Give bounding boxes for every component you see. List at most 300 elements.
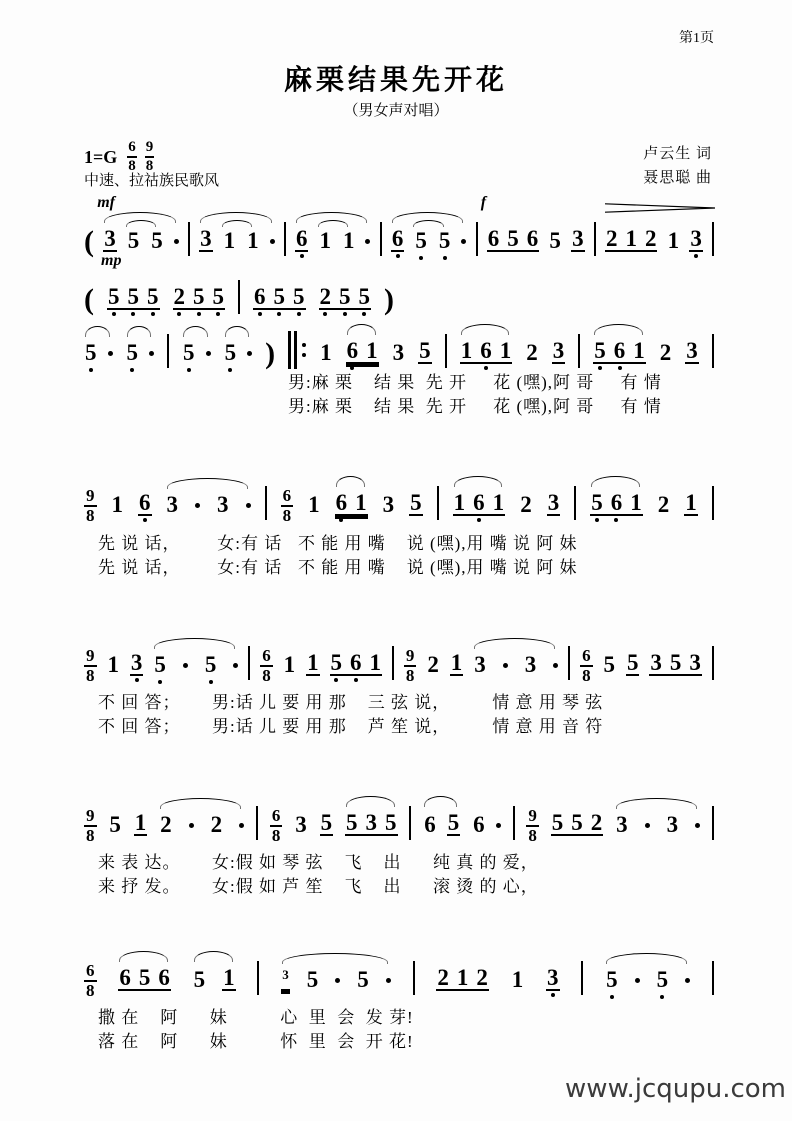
note: 2 (520, 492, 532, 517)
note-group (111, 493, 125, 516)
slur (167, 478, 248, 489)
octave-dot-low (323, 312, 327, 316)
note: 3 (666, 812, 679, 837)
lyricist-credit: 卢云生 词 (643, 146, 712, 162)
note-group (182, 341, 211, 364)
note: 5 (204, 653, 218, 676)
augmentation-dot (645, 823, 650, 828)
note: 6 (119, 965, 131, 990)
decrescendo-hairpin-icon (605, 194, 715, 217)
note-group (685, 339, 699, 364)
barline (568, 646, 570, 680)
beam-group (487, 227, 540, 252)
slur (594, 324, 643, 335)
augmentation-dot (206, 351, 211, 356)
note-group (453, 491, 506, 516)
note: 3 (104, 226, 116, 251)
note-group (657, 493, 671, 516)
note: 3 (200, 226, 212, 251)
note-group (659, 341, 673, 364)
slur-inner (413, 220, 443, 227)
slur (183, 326, 208, 337)
meter-denominator: 8 (145, 158, 154, 175)
augmentation-dot (270, 239, 275, 244)
note-group (319, 341, 333, 364)
slur (474, 638, 555, 649)
note-group (295, 227, 371, 252)
note: 3 (546, 966, 560, 991)
octave-dot-low (334, 678, 338, 682)
barline (188, 222, 190, 256)
parenthesis: ) (265, 337, 276, 370)
note-group (423, 811, 460, 836)
note: 5 (224, 341, 238, 364)
note-group (138, 491, 152, 516)
note-group (473, 653, 558, 676)
beam-group (118, 966, 171, 991)
note: 5 (126, 341, 140, 364)
note: 6 (253, 285, 267, 308)
note: 5 (414, 229, 428, 252)
note-group (153, 653, 238, 676)
note-group (480, 194, 540, 252)
time-sig-denominator: 8 (528, 826, 537, 846)
slur (282, 953, 388, 964)
time-sig-denominator: 8 (86, 666, 95, 686)
note-group (391, 227, 467, 252)
slur (160, 798, 241, 809)
octave-dot-low (187, 368, 191, 372)
octave-dot-low (112, 312, 116, 316)
time-sig-denominator: 8 (271, 826, 281, 846)
parenthesis: ( (84, 283, 94, 316)
note: 3 (365, 810, 377, 835)
note-group (511, 968, 525, 991)
augmentation-dot (246, 503, 251, 508)
augmentation-dot (553, 663, 558, 668)
note-group (193, 966, 236, 991)
note: 3 (689, 227, 703, 252)
note-group (667, 229, 681, 252)
augmentation-dot (386, 978, 391, 983)
beam-group (253, 285, 306, 310)
key-signature: 1=G (84, 146, 118, 167)
barline (712, 961, 714, 995)
note: 5 (447, 810, 460, 835)
note-group (101, 252, 160, 310)
note-group (525, 341, 539, 364)
time-signature (580, 647, 593, 686)
augmentation-dot (695, 823, 700, 828)
note-group (590, 491, 643, 516)
slur-inner (126, 220, 156, 227)
augmentation-dot (183, 663, 188, 668)
slur (616, 798, 697, 809)
beam-group (335, 491, 368, 516)
note: 6 (487, 226, 500, 251)
slur (346, 796, 395, 807)
barline (712, 646, 714, 680)
note: 2 (160, 812, 172, 837)
octave-dot-low (177, 312, 181, 316)
note-group (649, 651, 702, 676)
note-group (460, 339, 513, 364)
note-group (426, 653, 440, 676)
note: 5 (330, 651, 344, 674)
time-sig-numerator: 6 (580, 647, 593, 668)
note: 5 (127, 228, 140, 253)
note-group (345, 811, 398, 836)
lyric-line: 撒 在 阿 妹 心 里 会 发 芽! (98, 1008, 414, 1027)
barline (437, 486, 439, 520)
octave-dot-low (614, 518, 618, 522)
barline (257, 961, 259, 995)
barline (581, 961, 583, 995)
barline (712, 486, 714, 520)
slur (119, 951, 168, 962)
time-signature (270, 807, 283, 846)
note: 6 (346, 339, 360, 362)
note-group (615, 813, 700, 836)
note-group (166, 493, 251, 516)
time-sig-numerator: 9 (84, 807, 97, 828)
note: 5 (571, 810, 583, 835)
note: 3 (382, 492, 395, 517)
time-signature (404, 647, 417, 686)
note-group (294, 813, 308, 836)
note: 5 (590, 491, 604, 514)
note: 1 (342, 228, 355, 253)
augmentation-dot (233, 663, 238, 668)
note-group (320, 811, 334, 836)
barline (513, 806, 515, 840)
note-group (108, 813, 122, 836)
note: 1 (355, 490, 367, 515)
slur (336, 476, 365, 487)
slur (461, 324, 510, 335)
time-sig-numerator: 6 (84, 962, 97, 983)
time-sig-numerator: 9 (404, 647, 417, 668)
note-group (552, 339, 566, 364)
slur (347, 324, 376, 335)
note: 3 (547, 490, 560, 515)
note: 1 (453, 490, 466, 515)
note-group (593, 339, 646, 364)
augmentation-dot (496, 823, 501, 828)
barline (256, 806, 258, 840)
note: 2 (476, 965, 488, 990)
meter-numerator: 6 (127, 139, 137, 158)
octave-dot-low (158, 680, 162, 684)
lyric-line: 不 回 答； 男:话 儿 要 用 那 芦 笙 说， 情 意 用 音 符 (98, 717, 604, 736)
note: 5 (182, 341, 196, 364)
augmentation-dot (149, 351, 154, 356)
octave-dot-low (419, 256, 423, 260)
barline (392, 646, 394, 680)
note-group (319, 285, 372, 310)
slur (127, 326, 152, 337)
slur (85, 326, 110, 337)
note: 3 (689, 650, 701, 675)
note: 6 (613, 339, 627, 362)
barline (380, 222, 382, 256)
note: 1 (685, 490, 697, 515)
note: 5 (603, 652, 615, 677)
note-group (199, 227, 275, 252)
note-group (605, 968, 690, 991)
octave-dot-low (89, 368, 93, 372)
octave-dot-low (443, 256, 447, 260)
lyric-line: 来 表 达。 女:假 如 琴 弦 飞 出 纯 真 的 爱， (98, 853, 539, 872)
octave-dot-low (297, 312, 301, 316)
octave-dot-low (197, 312, 201, 316)
meter-numerator: 9 (145, 139, 155, 158)
barline (476, 222, 478, 256)
note: 1 (630, 490, 642, 515)
note: 2 (590, 810, 603, 835)
parenthesis: ( (84, 225, 94, 258)
octave-dot-low (362, 312, 366, 316)
note: 1 (283, 652, 296, 677)
note-group (450, 651, 464, 676)
song-subtitle: （男女声对唱） (343, 103, 449, 119)
augmentation-dot (189, 823, 194, 828)
note-group (436, 966, 489, 991)
barline (574, 486, 576, 520)
note: 3 (572, 226, 584, 251)
note: 1 (320, 340, 332, 365)
time-sig-numerator: 6 (260, 647, 273, 668)
note: 3 (650, 650, 662, 675)
note: 1 (308, 492, 320, 517)
notation-line (84, 805, 714, 846)
note: 5 (84, 341, 98, 364)
parenthesis: ) (384, 283, 394, 316)
note-group (306, 651, 320, 676)
note: 6 (335, 491, 349, 514)
augmentation-dot (108, 351, 113, 356)
note-group (392, 341, 406, 364)
composer-credit: 聂思聪 曲 (643, 170, 712, 186)
note: 2 (659, 340, 672, 365)
time-sig-numerator: 9 (526, 807, 539, 828)
note-group (409, 491, 423, 516)
lyric-line: 不 回 答； 男:话 儿 要 用 那 三 弦 说， 情 意 用 琴 弦 (98, 693, 604, 712)
slur (424, 796, 457, 807)
octave-dot-low (396, 254, 400, 258)
note: 5 (138, 965, 151, 990)
beam-group (330, 651, 383, 676)
note: 3 (392, 340, 405, 365)
slur (194, 951, 233, 962)
beam-group (345, 811, 398, 836)
note: 1 (223, 965, 235, 990)
note: 5 (109, 812, 121, 837)
repeat-sign (288, 331, 306, 369)
barline (712, 334, 714, 368)
note: 6 (138, 491, 152, 516)
note: 3 (281, 968, 290, 991)
note: 1 (667, 228, 680, 253)
octave-dot-low (354, 678, 358, 682)
dynamic-mark: mf (97, 194, 115, 211)
slur (225, 326, 250, 337)
time-signature (260, 647, 273, 686)
beam-group (649, 651, 702, 676)
barline (265, 486, 267, 520)
note-group (173, 285, 226, 310)
note: 6 (391, 227, 405, 252)
note: 1 (499, 338, 512, 363)
augmentation-dot (503, 663, 508, 668)
note: 6 (526, 226, 539, 251)
lyric-line: 男:麻 栗 结 果 先 开 花 (嘿),阿 哥 有 情 (288, 397, 662, 416)
note-group (382, 493, 396, 516)
note: 1 (319, 228, 331, 253)
time-sig-numerator: 9 (84, 487, 97, 508)
augmentation-dot (335, 978, 340, 983)
octave-dot-low (135, 678, 139, 682)
note: 5 (292, 285, 306, 308)
watermark-url: www.jcqupu.com (565, 1074, 786, 1104)
note: 3 (130, 651, 144, 676)
note: 5 (127, 285, 141, 308)
note: 2 (437, 965, 449, 990)
note: 1 (460, 338, 473, 363)
note: 5 (385, 810, 397, 835)
note: 1 (633, 338, 645, 363)
note: 2 (319, 285, 333, 308)
note-group (126, 341, 155, 364)
note: 1 (307, 650, 319, 675)
time-signature (84, 807, 97, 846)
beam-group (107, 285, 160, 310)
notation-line (84, 485, 714, 526)
beam-group (590, 491, 643, 516)
slur (154, 638, 235, 649)
note-group (626, 651, 640, 676)
octave-dot-low (694, 254, 698, 258)
time-sig-denominator: 8 (86, 506, 95, 526)
octave-dot-low (477, 518, 481, 522)
octave-dot-low (130, 368, 134, 372)
note: 2 (427, 652, 439, 677)
octave-dot-low (258, 312, 262, 316)
note-group (330, 651, 383, 676)
slur (454, 476, 503, 487)
beam-group (319, 285, 372, 310)
note: 6 (158, 965, 170, 990)
note: 6 (472, 491, 486, 514)
note: 6 (473, 812, 485, 837)
note: 1 (511, 967, 524, 992)
time-sig-denominator: 8 (582, 666, 591, 686)
note-group (551, 811, 604, 836)
time-sig-denominator: 8 (262, 666, 271, 686)
note-group (283, 653, 297, 676)
note-group (684, 491, 698, 516)
time-signature (84, 647, 97, 686)
note: 1 (134, 810, 147, 835)
note: 5 (306, 967, 319, 992)
slur (591, 476, 640, 487)
beam-group (453, 491, 506, 516)
octave-dot-low (209, 680, 213, 684)
note-group (281, 968, 391, 991)
tempo-marking: 中速、拉祜族民歌风 (84, 173, 220, 189)
barline (167, 334, 169, 368)
note-group (418, 339, 432, 364)
note: 5 (549, 228, 561, 253)
slur (606, 953, 687, 964)
note: 5 (551, 810, 564, 835)
note: 5 (438, 229, 452, 252)
barline (445, 334, 447, 368)
time-sig-denominator: 8 (86, 981, 95, 1001)
note-group (689, 227, 703, 252)
note: 5 (320, 810, 333, 835)
lyric-line: 先 说 话， 女:有 话 不 能 用 嘴 说 (嘿),用 嘴 说 阿 妹 (98, 558, 578, 577)
note: 6 (424, 812, 436, 837)
time-signature (526, 807, 539, 846)
note: 5 (151, 228, 163, 253)
note: 1 (223, 228, 236, 253)
note: 5 (419, 338, 431, 363)
time-signature (84, 487, 97, 526)
time-signature (84, 962, 97, 1001)
note: 5 (193, 967, 206, 992)
note-group (603, 653, 617, 676)
augmentation-dot (461, 239, 466, 244)
beam-group (605, 227, 658, 252)
note: 3 (616, 812, 628, 837)
time-signature (281, 487, 294, 526)
beam-group (593, 339, 646, 364)
note-group (84, 341, 113, 364)
time-sig-denominator: 8 (86, 826, 95, 846)
note: 3 (552, 338, 565, 363)
note: 5 (357, 967, 369, 992)
note: 5 (153, 653, 167, 676)
note-group (346, 339, 379, 364)
augmentation-dot (685, 978, 690, 983)
song-title: 麻栗结果先开花 (283, 65, 508, 96)
note: 1 (456, 965, 469, 990)
barline (238, 280, 240, 314)
octave-dot-low (595, 518, 599, 522)
note: 6 (479, 339, 493, 362)
time-sig-numerator: 6 (281, 487, 294, 508)
beam-group (551, 811, 604, 836)
octave-dot-low (610, 995, 614, 999)
augmentation-dot (174, 239, 179, 244)
lyric-line: 男:麻 栗 结 果 先 开 花 (嘿),阿 哥 有 情 (288, 373, 662, 392)
note: 2 (644, 226, 657, 251)
note: 3 (166, 492, 179, 517)
note: 5 (107, 285, 121, 308)
note-group (134, 811, 148, 836)
note-group (118, 966, 171, 991)
time-sig-numerator: 6 (270, 807, 283, 828)
note: 1 (369, 650, 381, 675)
note: 5 (146, 285, 160, 308)
note-group (519, 493, 533, 516)
octave-dot-low (339, 518, 343, 522)
octave-dot-low (277, 312, 281, 316)
meter-denominator: 8 (128, 158, 136, 175)
note: 1 (450, 650, 463, 675)
notation-line (84, 337, 714, 370)
